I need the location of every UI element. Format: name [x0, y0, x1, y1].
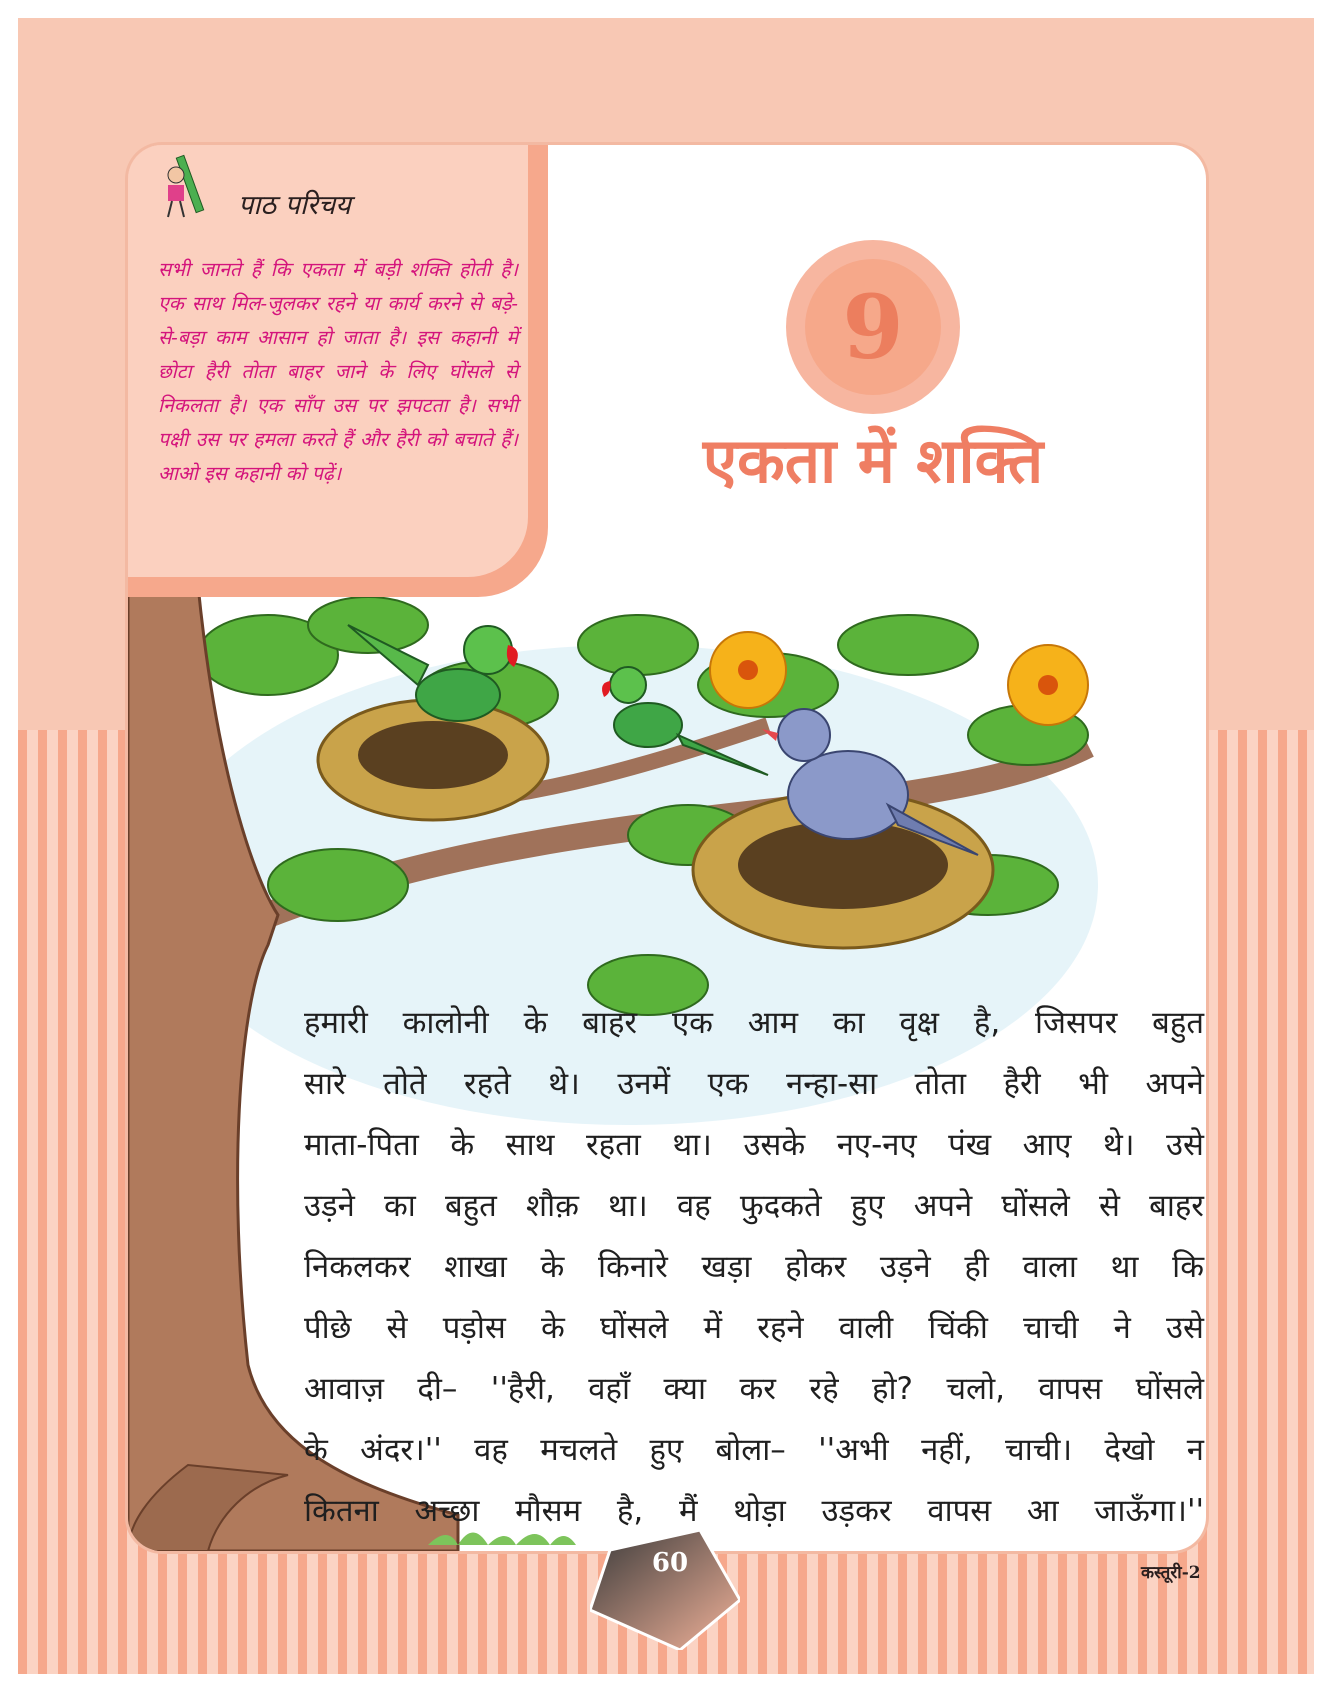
- intro-text: सभी जानते हैं कि एकता में बड़ी शक्ति होती है। एक साथ मिल-जुलकर रहने या कार्य करने से बड़े-से-बड़ा काम आसान हो जाता है। इस कहानी में छोटा हैरी तोता बाहर जाने के लिए घोंसले से निकलता है। एक साँप उस पर झपटता है। सभी पक्षी उस पर हमला करते हैं और हैरी को बचाते हैं। आओ इस कहानी को पढ़ें।: [158, 258, 518, 485]
- story-line: हमारी कालोनी के बाहर एक आम का वृक्ष है, जिसपर बहुत: [304, 1005, 1204, 1041]
- page-number: 60: [651, 1548, 689, 1578]
- story-line: पीछे से पड़ोस के घोंसले में रहने वाली चिंकी चाची ने उसे: [304, 1310, 1204, 1346]
- story-line: के अंदर।'' वह मचलते हुए बोला– ''अभी नहीं, चाची। देखो न: [304, 1432, 1204, 1468]
- story-line: कितना अच्छा मौसम है, मैं थोड़ा उड़कर वापस आ जाऊँगा।'': [304, 1493, 1204, 1529]
- story-text: [304, 993, 1204, 1542]
- chapter-title: एकता में शक्ति: [702, 424, 1044, 497]
- story-line: माता-पिता के साथ रहता था। उसके नए-नए पंख आए थे। उसे: [304, 1127, 1204, 1163]
- flower-center: [738, 660, 758, 680]
- flower-center: [1038, 675, 1058, 695]
- story-line: सारे तोते रहते थे। उनमें एक नन्हा-सा तोता हैरी भी अपने: [304, 1066, 1204, 1102]
- chapter-number: 9: [842, 275, 904, 379]
- intro-title: पाठ परिचय: [238, 190, 351, 221]
- story-line: आवाज़ दी– ''हैरी, वहाँ क्या कर रहे हो? चलो, वापस घोंसले: [304, 1371, 1204, 1407]
- pencil-girl-icon: [156, 151, 216, 223]
- intro-box: [128, 145, 548, 597]
- parrot-nest-hollow: [358, 721, 508, 789]
- content-card: [128, 145, 1206, 1551]
- story-line: उड़ने का बहुत शौक़ था। वह फुदकते हुए अपने घोंसले से बाहर: [304, 1188, 1204, 1224]
- book-name: कस्तूरी-2: [1141, 1563, 1201, 1583]
- story-line: निकलकर शाखा के किनारे खड़ा होकर उड़ने ही वाला था कि: [304, 1249, 1204, 1285]
- chapter-number-badge: [805, 259, 941, 395]
- intro-box-inner: [128, 145, 528, 577]
